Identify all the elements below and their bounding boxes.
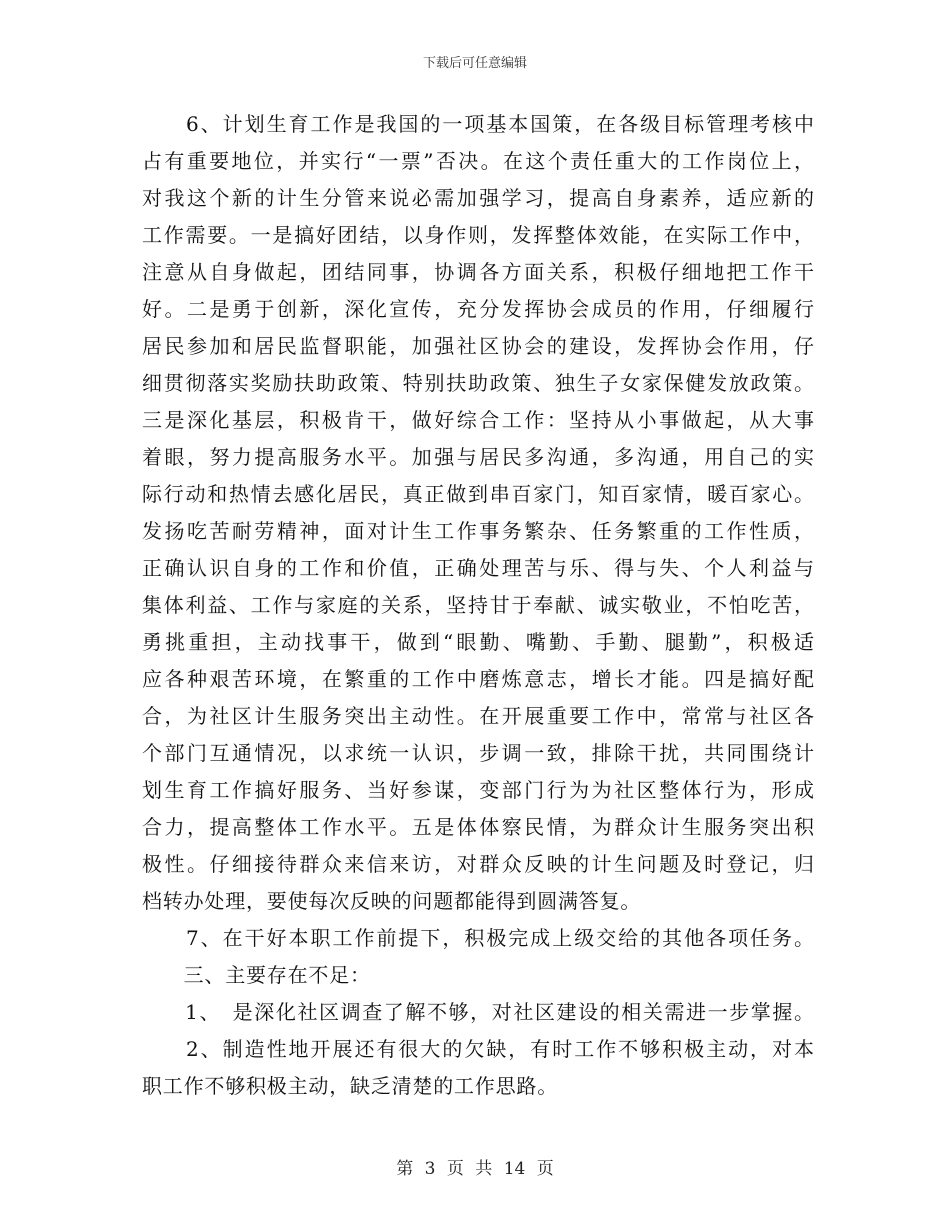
body-line: 占有重要地位，并实行“一票”否决。在这个责任重大的工作岗位上，: [142, 149, 814, 173]
body-line: 合力，提高整体工作水平。五是体体察民情，为群众计生服务突出积: [142, 815, 814, 839]
page-number: 3: [424, 1159, 436, 1179]
total-unit: 页: [536, 1159, 554, 1179]
body-line: 际行动和热情去感化居民，真正做到串百家门，知百家情，暖百家心。: [142, 482, 814, 506]
total-label: 共: [475, 1159, 493, 1179]
body-line: 注意从自身做起，团结同事，协调各方面关系，积极仔细地把工作干: [142, 260, 814, 284]
body-line: 职工作不够积极主动，缺乏清楚的工作思路。: [142, 1074, 558, 1098]
body-line: 档转办处理，要使每次反映的问题都能得到圆满答复。: [142, 889, 642, 913]
body-line: 发扬吃苦耐劳精神，面对计生工作事务繁杂、任务繁重的工作性质，: [142, 519, 814, 543]
section-heading: 三、主要存在不足：: [142, 963, 371, 987]
page-unit: 页: [446, 1159, 464, 1179]
body-line: 7、在干好本职工作前提下，积极完成上级交给的其他各项任务。: [142, 926, 814, 950]
body-line: 三是深化基层，积极肯干，做好综合工作：坚持从小事做起，从大事: [142, 408, 814, 432]
body-line: 居民参加和居民监督职能，加强社区协会的建设，发挥协会作用，仔: [142, 334, 814, 358]
page-header: 下载后可任意编辑: [422, 56, 527, 71]
body-line: 6、计划生育工作是我国的一项基本国策，在各级目标管理考核中: [142, 112, 814, 136]
page-footer: [0, 1154, 950, 1179]
body-line: 个部门互通情况，以求统一认识，步调一致，排除干扰，共同围绕计: [142, 741, 814, 765]
body-line: 合，为社区计生服务突出主动性。在开展重要工作中，常常与社区各: [142, 704, 814, 728]
total-pages: 14: [503, 1159, 526, 1179]
body-line: 划生育工作搞好服务、当好参谋，变部门行为为社区整体行为，形成: [142, 778, 814, 802]
body-line: 2、制造性地开展还有很大的欠缺，有时工作不够积极主动，对本: [142, 1037, 814, 1061]
body-line: 极性。仔细接待群众来信来访，对群众反映的计生问题及时登记，归: [142, 852, 814, 876]
body-line: 1、 是深化社区调查了解不够，对社区建设的相关需进一步掌握。: [142, 1000, 814, 1024]
body-line: 工作需要。一是搞好团结，以身作则，发挥整体效能，在实际工作中，: [142, 223, 814, 247]
body-line: 细贯彻落实奖励扶助政策、特别扶助政策、独生子女家保健发放政策。: [142, 371, 814, 395]
body-line: 正确认识自身的工作和价值，正确处理苦与乐、得与失、个人利益与: [142, 556, 814, 580]
body-line: 集体利益、工作与家庭的关系，坚持甘于奉献、诚实敬业，不怕吃苦，: [142, 593, 814, 617]
page-label: 第: [396, 1159, 414, 1179]
body-line: 好。二是勇于创新，深化宣传，充分发挥协会成员的作用，仔细履行: [142, 297, 814, 321]
body-line: 着眼，努力提高服务水平。加强与居民多沟通，多沟通，用自己的实: [142, 445, 814, 469]
body-line: 应各种艰苦环境，在繁重的工作中磨炼意志，增长才能。四是搞好配: [142, 667, 814, 691]
body-line: 对我这个新的计生分管来说必需加强学习，提高自身素养，适应新的: [142, 186, 814, 210]
body-line: 勇挑重担，主动找事干，做到“眼勤、嘴勤、手勤、腿勤”，积极适: [142, 630, 814, 654]
document-body: [142, 106, 814, 1105]
